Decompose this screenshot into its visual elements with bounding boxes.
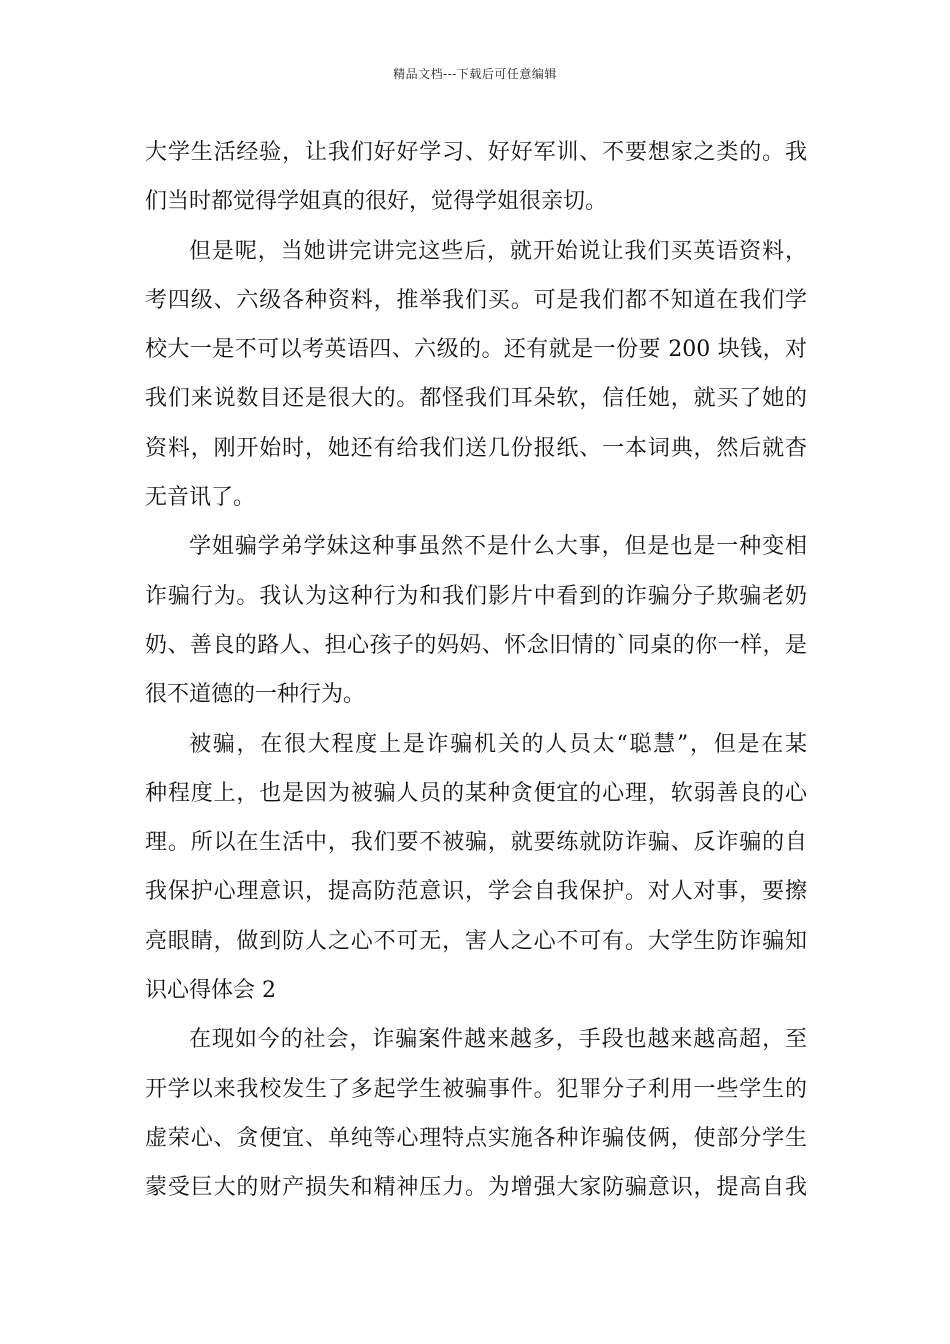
text-line: 在现如今的社会，诈骗案件越来越多，手段也越来越高超，至 bbox=[189, 1027, 807, 1053]
text-line: 们当时都觉得学姐真的很好，觉得学姐很亲切。 bbox=[145, 189, 608, 215]
page-header: 精品文档---下载后可任意编辑 bbox=[393, 67, 557, 81]
text-line: 亮眼睛，做到防人之心不可无，害人之心不可有。大学生防诈骗知 bbox=[145, 928, 807, 954]
text-line: 但是呢，当她讲完讲完这些后，就开始说让我们买英语资料， bbox=[189, 238, 807, 264]
text-line: 奶、善良的路人、担心孩子的妈妈、怀念旧情的`同桌的你一样，是 bbox=[145, 632, 807, 658]
text-line: 我们来说数目还是很大的。都怪我们耳朵软，信任她，就买了她的 bbox=[145, 386, 807, 412]
text-line: 理。所以在生活中，我们要不被骗，就要练就防诈骗、反诈骗的自 bbox=[145, 830, 807, 856]
text-line: 资料，刚开始时，她还有给我们送几份报纸、一本词典，然后就杳 bbox=[145, 435, 807, 461]
text-line: 很不道德的一种行为。 bbox=[145, 682, 366, 708]
document-body bbox=[145, 128, 807, 1213]
text-line: 大学生活经验，让我们好好学习、好好军训、不要想家之类的。我 bbox=[145, 140, 807, 165]
text-line: 识心得体会 2 bbox=[145, 978, 276, 1004]
text-line: 种程度上，也是因为被骗人员的某种贪便宜的心理，软弱善良的心 bbox=[145, 780, 807, 806]
text-line: 我保护心理意识，提高防范意识，学会自我保护。对人对事，要擦 bbox=[145, 879, 807, 905]
text-line: 无音讯了。 bbox=[145, 485, 256, 511]
text-line: 开学以来我校发生了多起学生被骗事件。犯罪分子利用一些学生的 bbox=[145, 1076, 807, 1102]
text-line: 蒙受巨大的财产损失和精神压力。为增强大家防骗意识，提高自我 bbox=[145, 1175, 807, 1201]
text-line: 学姐骗学弟学妹这种事虽然不是什么大事，但是也是一种变相 bbox=[189, 534, 807, 560]
text-line: 虚荣心、贪便宜、单纯等心理特点实施各种诈骗伎俩，使部分学生 bbox=[145, 1125, 807, 1151]
text-line: 校大一是不可以考英语四、六级的。还有就是一份要 200 块钱，对 bbox=[145, 337, 807, 363]
text-line: 被骗，在很大程度上是诈骗机关的人员太“聪慧”，但是在某 bbox=[189, 731, 807, 757]
text-line: 考四级、六级各种资料，推举我们买。可是我们都不知道在我们学 bbox=[145, 287, 807, 313]
text-line: 诈骗行为。我认为这种行为和我们影片中看到的诈骗分子欺骗老奶 bbox=[145, 583, 807, 609]
